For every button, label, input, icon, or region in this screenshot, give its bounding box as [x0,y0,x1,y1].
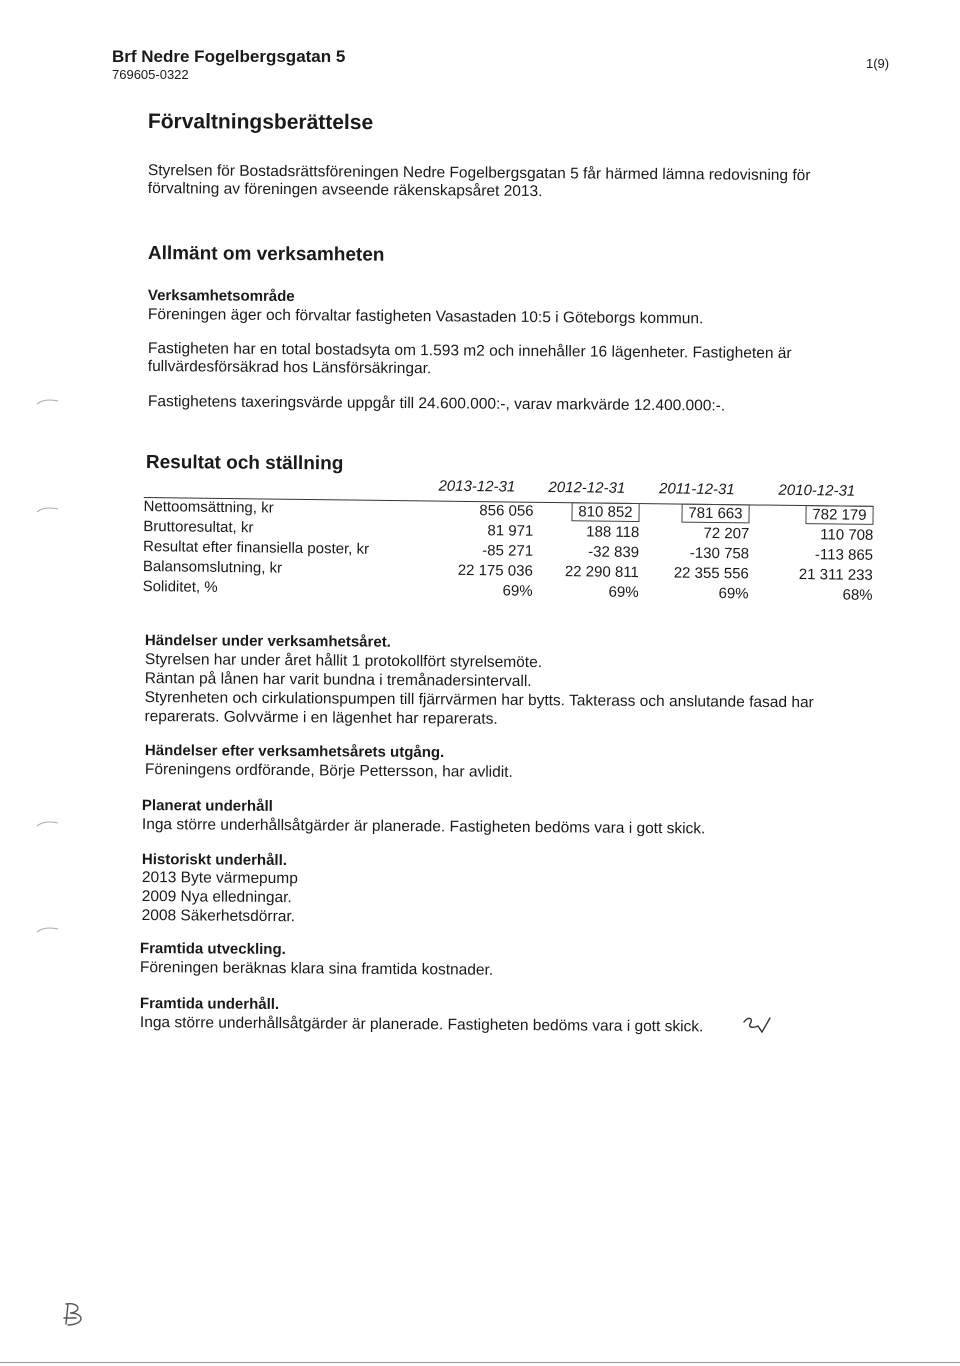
cell-solidity-2012: 69% [608,583,639,602]
row-label-balance-total: Balansomslutning, kr [142,557,283,577]
cell-gross-result-2010: 110 708 [820,526,874,544]
cell-financial-result-2011: -130 758 [689,544,750,563]
historic-item-3: 2008 Säkerhetsdörrar. [141,906,296,926]
events-text [144,650,814,731]
intro-text [148,162,811,203]
future-maintenance-text: Inga större underhållsåtgärder är planerade. Fastigheten bedöms vara i gott skick. [139,1013,704,1036]
column-header-2011: 2011-12-31 [658,480,735,499]
page-number: 1(9) [866,56,890,71]
cell-net-sales-2013: 856 056 [479,502,534,520]
column-header-2010: 2010-12-31 [778,481,856,500]
handwritten-page-marker [60,1300,94,1337]
after-events-text: Föreningens ordförande, Börje Pettersson, har avlidit. [144,760,513,781]
events-heading: Händelser under verksamhetsåret. [144,632,391,651]
tax-value-text: Fastighetens taxeringsvärde uppgår till 24.600.000:-, varav markvärde 12.400.000:-. [147,392,726,415]
margin-tick-mark [36,506,58,508]
cell-gross-result-2011: 72 207 [703,524,750,543]
document-title: Förvaltningsberättelse [147,110,374,135]
planned-maintenance-heading: Planerat underhåll [141,797,273,815]
historic-maintenance-list [142,868,298,926]
cell-gross-result-2013: 81 971 [487,522,534,540]
historic-item-1: 2013 Byte värmepump [141,868,298,888]
column-header-2013: 2013-12-31 [438,477,516,496]
future-development-heading: Framtida utveckling. [139,940,286,959]
area-text: Föreningen äger och förvaltar fastigheten Vasastaden 10:5 i Göteborgs kommun. [147,305,704,328]
cell-solidity-2011: 69% [718,585,749,603]
property-line-2: fullvärdesförsäkrad hos Länsförsäkringar. [147,357,432,378]
column-header-2012: 2012-12-31 [548,478,626,497]
cell-gross-result-2012: 188 118 [586,523,640,542]
margin-tick-mark [36,398,58,400]
events-line-4: reparerats. Golvvärme i en lägenhet har reparerats. [144,707,498,728]
results-table [142,474,884,613]
row-label-gross-result: Bruttoresultat, kr [143,517,254,537]
results-heading: Resultat och ställning [145,452,344,475]
cell-net-sales-2010: 782 179 [805,505,873,525]
cell-balance-total-2013: 22 175 036 [457,561,533,580]
cell-balance-total-2010: 21 311 233 [798,566,873,584]
property-line-1: Fastigheten har en total bostadsyta om 1.593 m2 och innehåller 16 lägenheter. Fastigheten är [147,340,792,363]
cell-solidity-2010: 68% [842,586,873,604]
planned-maintenance-text: Inga större underhållsåtgärder är planerade. Fastigheten bedöms vara i gott skick. [141,815,706,838]
cell-financial-result-2010: -113 865 [814,546,874,564]
row-label-net-sales: Nettoomsättning, kr [143,497,274,517]
future-maintenance-heading: Framtida underhåll. [139,995,280,1013]
intro-line-1: Styrelsen för Bostadsrättsföreningen Nedre Fogelbergsgatan 5 får härmed lämna redovisning för [147,162,811,185]
historic-maintenance-heading: Historiskt underhåll. [141,851,288,870]
after-events-heading: Händelser efter verksamhetsårets utgång. [144,742,445,762]
events-line-2: Räntan på lånen har varit bundna i tremånadersintervall. [144,669,532,691]
organization-number: 769605-0322 [112,67,189,82]
general-heading: Allmänt om verksamheten [147,243,385,266]
cell-balance-total-2012: 22 290 811 [564,563,639,582]
events-line-1: Styrelsen har under året hållit 1 protokollfört styrelsemöte. [144,650,543,672]
organization-name: Brf Nedre Fogelbergsgatan 5 [112,47,346,66]
scan-edge-line [0,1362,960,1363]
historic-item-2: 2009 Nya elledningar. [141,887,292,907]
cell-solidity-2013: 69% [502,582,533,600]
events-line-3: Styrenheten och cirkulationspumpen till fjärrvärmen har bytts. Takterass och anslutande fasad har [144,688,814,712]
cell-balance-total-2011: 22 355 556 [673,564,749,583]
margin-tick-mark [36,926,58,928]
intro-line-2: förvaltning av föreningen avseende räkenskapsåret 2013. [147,179,543,201]
cell-net-sales-2011: 781 663 [681,504,749,524]
cell-financial-result-2013: -85 271 [482,542,534,560]
area-heading: Verksamhetsområde [147,287,295,306]
future-development-text: Föreningen beräknas klara sina framtida kostnader. [139,958,494,979]
row-label-financial-result: Resultat efter finansiella poster, kr [143,537,370,558]
margin-tick-mark [36,820,58,822]
handwritten-initials-mark [740,1014,776,1041]
property-text [148,340,792,381]
cell-net-sales-2012: 810 852 [571,502,639,522]
cell-financial-result-2012: -32 839 [588,543,640,562]
row-label-solidity: Soliditet, % [142,577,218,596]
